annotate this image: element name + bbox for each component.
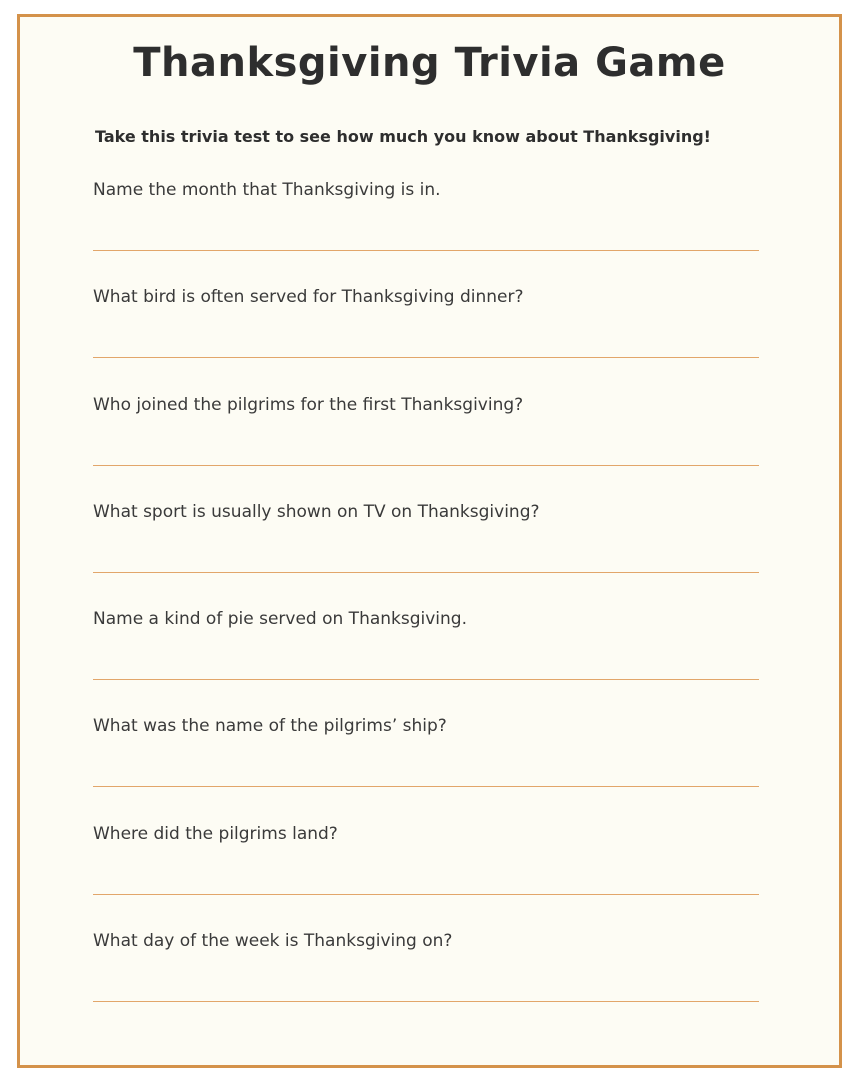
answer-line[interactable] [93, 572, 759, 573]
question-item [93, 929, 759, 1036]
answer-line[interactable] [93, 786, 759, 787]
answer-line[interactable] [93, 465, 759, 466]
answer-line[interactable] [93, 357, 759, 358]
question-item [93, 500, 759, 607]
page-title: Thanksgiving Trivia Game [133, 40, 726, 86]
answer-line[interactable] [93, 250, 759, 251]
answer-line[interactable] [93, 679, 759, 680]
question-text: Who joined the pilgrims for the first Thanksgiving? [93, 394, 524, 415]
question-item [93, 178, 759, 285]
question-item [93, 393, 759, 500]
question-text: What bird is often served for Thanksgiving dinner? [93, 287, 524, 308]
question-text: What sport is usually shown on TV on Thanksgiving? [93, 501, 540, 522]
question-text: Name a kind of pie served on Thanksgiving. [93, 609, 467, 630]
question-text: What was the name of the pilgrims’ ship? [93, 716, 447, 737]
question-text: Name the month that Thanksgiving is in. [93, 180, 441, 200]
question-item [93, 822, 759, 929]
answer-line[interactable] [93, 1001, 759, 1002]
worksheet [17, 14, 842, 1068]
question-list [93, 178, 759, 1036]
question-item [93, 285, 759, 392]
question-text: What day of the week is Thanksgiving on? [93, 931, 453, 952]
question-item [93, 607, 759, 714]
answer-line[interactable] [93, 894, 759, 895]
question-item [93, 714, 759, 821]
intro-text: Take this trivia test to see how much you know about Thanksgiving! [95, 127, 711, 146]
question-text: Where did the pilgrims land? [93, 823, 338, 844]
